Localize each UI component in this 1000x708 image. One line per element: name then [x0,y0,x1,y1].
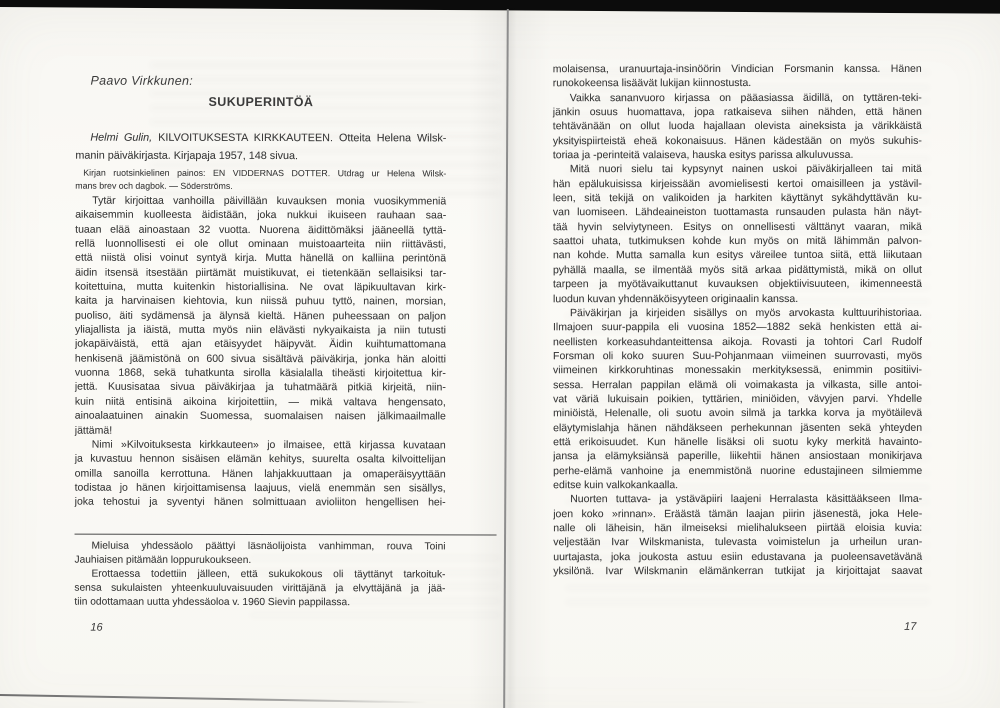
article-title: SUKUPERINTÖÄ [208,94,314,110]
text-line: Erottaessa todettiin jälleen, että sukukokous oli täyttänyt tarkoituk- [91,568,446,581]
text-line: yksityispiirteistä eheä kokonaisuus. Hänen kädestään on myös sukuhis- [552,134,922,147]
text-line: jansa ja elämyksiänsä paperille, liikehtii hänen ansiostaan monikirjava [553,450,923,463]
right-page [553,0,923,635]
text-line: eläytymislahja hänen nähdäkseen perhekunnan jäsenten sekä yhteyden [553,421,923,434]
text-line: Mieluisa yhdessäolo päättyi läsnäolijoista vanhimman, rouva Toini [91,540,446,553]
text-line: Forsman oli koko suuren Suu-Pohjanmaan viimeinen suurrovasti, myös [553,349,923,363]
gutter-shadow [468,8,552,708]
text-line: jokapäiväistä, että ajan etäisyydet häipyvät. Äidin kuihtumattomana [74,338,446,351]
text-line: kuin niitä entisinä aikoina kirjoitettiin, — mikä valtava hengensato, [74,395,446,409]
text-line: tiin odottamaan uutta yhdessäoloa v. 1960 Sievin pappilassa. [74,596,351,609]
text-line: saattoi uhata, tutkimuksen kohde kun myös on mitä lähimmän palvon- [552,234,922,248]
text-line: tarpeen ja myötävaikuttanut kuvauksen objektiivisuuteen, ikimenneestä [552,277,922,291]
text-line: yksilönä. Ivar Wilskmanin elämänkerran tutkijat ja kirjoittajat saavat [553,564,923,578]
text-line: mans brev och dagbok. — Söderströms. [75,180,233,191]
text-line: Tytär kirjoittaa vanhoilla päivillään kuvauksen monia vuosikymmeniä [92,194,447,208]
text-line: nan kohde. Mutta samalla kun esitys väreilee tuntoa siitä, että liikutaan [552,249,922,262]
text-line: että erikoisuudet. Kun hänelle lisäksi oli suotu kyky merkitä havainto- [553,435,923,449]
text-line: Nuorten tuttava- ja ystäväpiiri laajeni Herralasta käsittääkseen Ilma- [570,493,923,506]
text-line: uurtajasta, joka joukosta astuu esiin edustavana ja puoleensavetävänä [553,550,923,563]
text-line: neellisten korkeasuhdanteittensa aikoja. Rovasti ja tohtori Carl Rudolf [553,335,923,348]
text-line: ainoalaatuinen ainakin Suomessa, suomalaisen naisen jälkimaailmalle [74,409,446,423]
text-line: vuonna 1868, sekä tuhatkunta sirolla käsialalla tiheästi kirjoitettua kir- [74,366,446,380]
text-line: Vaikka sananvuoro kirjassa on pääasiassa äidillä, on tyttären-teki- [569,91,922,104]
paragraph [553,62,922,91]
text-line: jänkin osuus huomattava, jopa ratkaiseva siihen nähden, että hänen [552,105,922,119]
text-line: leen, sitä tekijä on valikoiden ja harkiten käyttänyt sykähdyttävän ku- [552,191,922,205]
text-line: sensa sukulaisten yhteenkuuluvaisuuden virittäjänä ja elvyttäjänä ja jää- [74,582,446,595]
text-line: joka tehostui ja syventyi hänen solmittuaan avioliiton hengellisen hei- [74,495,446,509]
paragraph [553,492,922,578]
text-line: viimeinen kirkkoruhtinas monessakin merkityksessä, enimmin positiivi- [553,364,923,377]
text-line: rellä luonnollisesti ei ole ollut ominaan muistoaarteita niin riittävästi, [75,237,447,251]
text-line: veljestään Ivar Wilskmanista, tulevasta voimistelun ja urheilun uran- [553,536,923,549]
imprint-note [75,167,446,193]
left-page [74,0,446,636]
footnote-text [74,540,445,611]
citation-line [75,129,446,148]
author-byline: Paavo Virkkunen: [90,73,194,88]
text-line: Päiväkirjan ja kirjeiden sisällys on myös arvokasta kulttuurihistoriaa. [569,306,923,320]
page-number-right: 17 [904,621,917,634]
text-line: Jauhiaisen pitämään loppurukoukseen. [74,554,252,567]
paragraph [75,167,446,193]
paragraph [553,162,922,306]
text-line: van luomiseen. Lähdeaineiston tuottamasta runsauden pulasta hän näyt- [552,206,922,219]
text-line: toriaa ja -perinteitä valaiseva, hauska esitys parissa alkuluvussa. [552,148,854,162]
text-line: vat väriä lukuisain poikien, tyttärien, miniöiden, vävyjen parvi. Yhdelle [553,392,923,406]
footnote-rule [75,533,497,536]
body-text-right [553,62,923,579]
text-line: Nimi »Kilvoituksesta kirkkauteen» jo ilmaisee, että kirjassa kuvataan [91,438,446,452]
paragraph [553,306,922,493]
cited-author-name: Helmi Gulin, [90,131,153,144]
text-line: tää hyvin selviytyneen. Esitys on onnellisesti välttänyt vaaran, mikä [552,220,922,233]
citation-line: manin päiväkirjasta. Kirjapaja 1957, 148 sivua. [75,149,299,163]
text-line: koitettuina, mutta kuitenkin historiallisina. Ne ovat läpikuultavan kirk- [75,280,447,294]
text-line: omilla sanoilla kerrottuna. Hänen lahjakkuuttaan ja omaperäisyyttään [74,467,446,480]
text-line: äidin itsensä itsestään piirtämät muistikuvat, ei tietenkään sellaisiksi tar- [75,266,447,280]
text-line: nalle oli läheisin, hän ilmeiseksi mielihalukseen piirtää eloisia kuvia: [553,521,923,535]
text-line: että niistä olisi voinut syntyä kirja. Mutta hänellä on kalliina perintönä [75,251,447,265]
text-line: luodun kuvan yhdennäköisyyteen originaalin kanssa. [552,292,799,305]
paragraph [553,90,922,162]
text-line: jättämä! [74,424,113,437]
text-line: Ilmajoen suur-pappila eli vuosina 1852—1882 sekä henkisten että ai- [553,320,923,334]
text-line: molaisensa, uranuurtaja-insinöörin Vindician Forsmanin kanssa. Hänen [552,62,922,76]
text-line: puoliso, äiti sydämensä ja älynsä kieltä. Hänen puheessaan on paljon [74,309,447,323]
text-line: runokokeensa lisäävät lukijan kiinnostusta. [552,77,752,90]
paragraph [74,540,445,569]
text-line: aikaisemmin kuolleesta äidistään, joka nukkui ikuiseen rauhaan saa- [75,208,447,222]
body-text-left [75,194,447,510]
text-line: hän epälukuisissa kirjeissään avomielisesti kertoi omaisilleen ja ystävil- [552,177,922,190]
text-line: ja kuvastuu hennon sisäisen elämän kehitys, suurelta osalta kilvoittelijan [74,452,446,466]
text-line: tuaan elää ainoastaan 32 vuotta. Nuorena äidittömäksi jääneellä tyttä- [75,223,447,237]
paragraph [74,568,445,611]
text-line: kaita ja harvinaisen kiehtovia, kun niissä puhuu tyttö, nainen, morsian, [75,295,447,308]
text-line: Mitä nuori sielu tai kypsynyt nainen uskoi päiväkirjalleen tai mitä [569,163,922,176]
paragraph [75,437,446,509]
text-line: jettä. Kuusisataa sivua päiväkirjaa ja tuhatmäärä pitkiä kirjeitä, niin- [74,381,446,394]
text-line: editse kuin valkokankaalla. [553,479,679,492]
text-line: Kirjan ruotsinkielinen painos: EN VIDDERNAS DOTTER. Utdrag ur Helena Wilsk- [83,167,447,179]
paragraph [75,194,447,439]
text-line: pyhällä maalla, se ilmentää myös sitä arkaa pidättymistä, mikä on ollut [552,263,922,277]
page-number-left: 16 [90,621,103,634]
text-line: joen koko »rinnan». Eräästä tämän laajan piirin jäsenestä, joka Hele- [553,507,923,520]
citation-line-rest: KILVOITUKSESTA KIRKKAUTEEN. Otteita Helena Wilsk- [152,131,447,145]
text-line: sessa. Herralan pappilan elämä oli voimakasta ja vilkasta, sille antoi- [553,378,923,391]
text-line: todistaa jo hänen kirjoittamisensa laajuus, vielä enemmän sen sisällys, [74,481,446,495]
text-line: miniöistä, Helenalle, oli suotu avoin silmä ja tarkka korva ja myötäilevä [553,407,923,420]
text-line: tehtävänään on ollut luoda hajallaan olevista aineksista ja värikkäistä [552,120,922,133]
text-line: yliajallista ja iäistä, mutta myös niin elävästi nykyaikaista ja niin tutusti [74,323,446,337]
citation-block [75,129,446,166]
text-line: henkisenä jäämistönä on 600 sivua sisältävä päiväkirja, jonka hän aloitti [74,352,446,366]
text-line: perhe-elämä vanhoine ja enemmistönä nuorine edustajineen silmiemme [553,464,923,477]
